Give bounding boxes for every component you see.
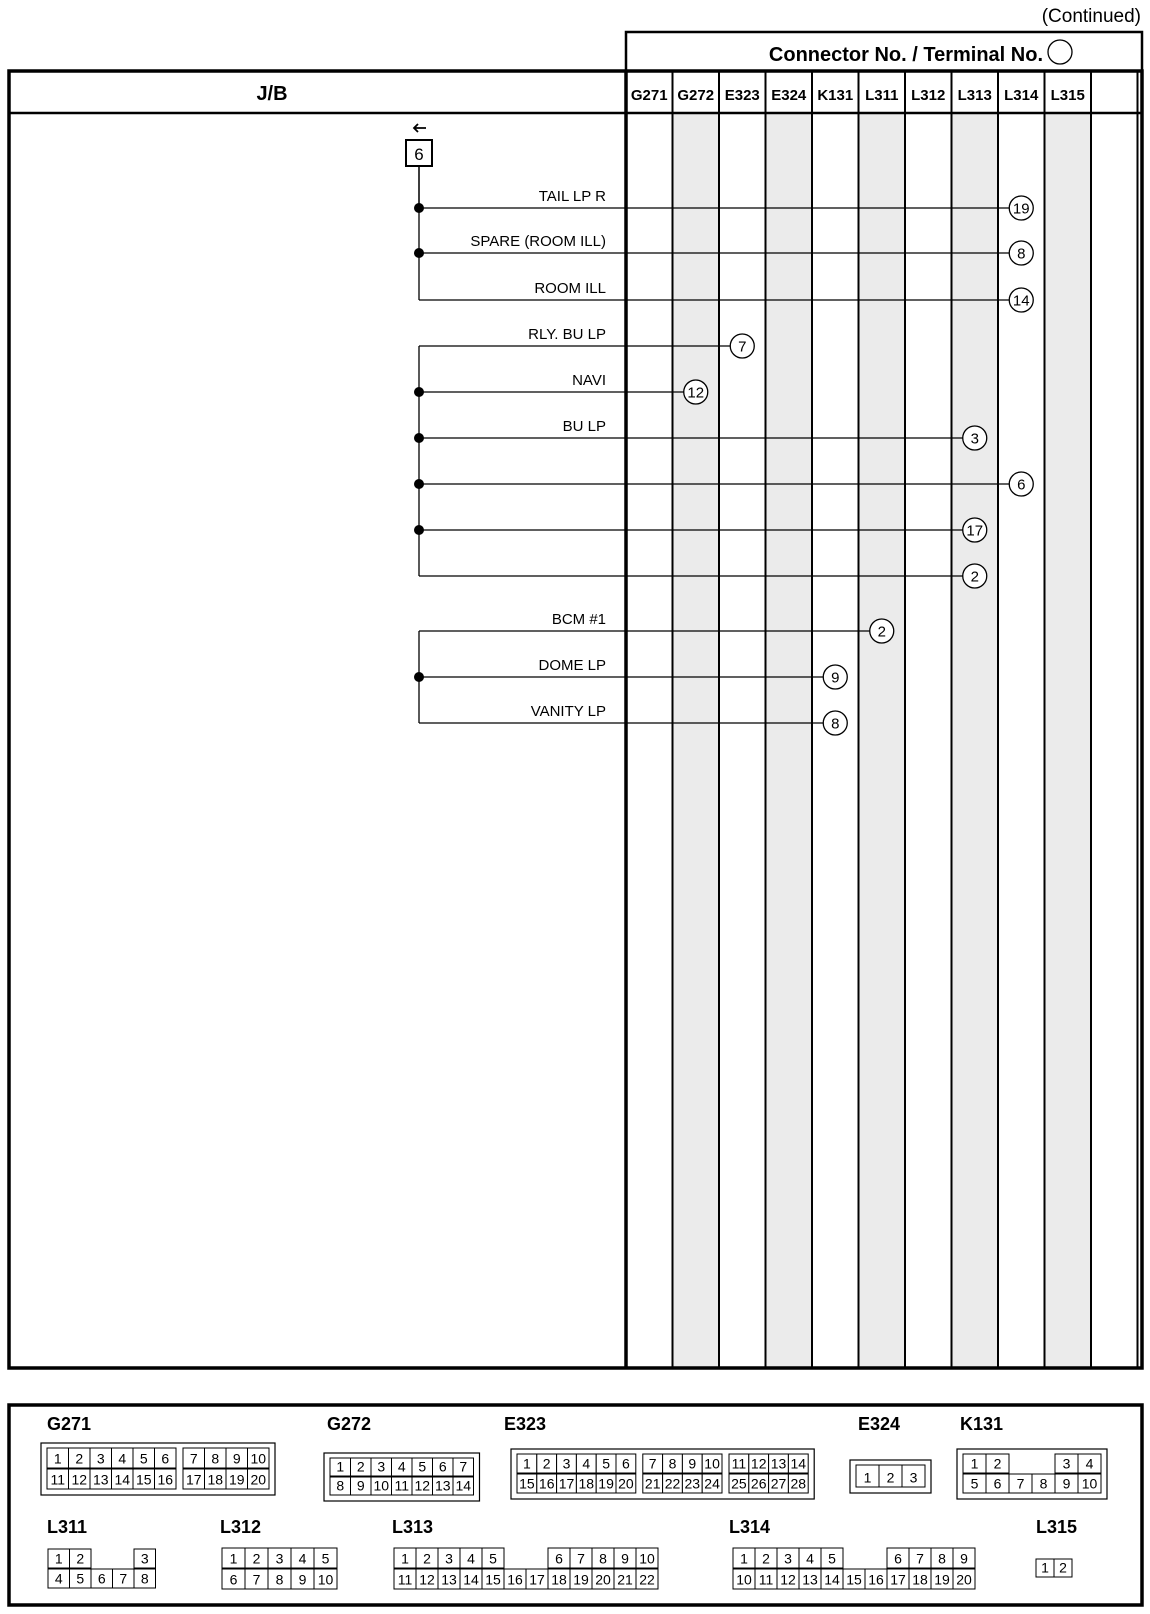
- pin-number: 10: [704, 1455, 720, 1472]
- terminal-number: 8: [831, 715, 840, 733]
- pin-number: 10: [639, 1550, 655, 1567]
- pin-number: 1: [336, 1458, 345, 1475]
- junction-dot: [414, 203, 424, 213]
- connector-e323: [504, 1414, 814, 1499]
- connector-label: L313: [392, 1517, 434, 1537]
- pin-number: 4: [118, 1450, 127, 1467]
- pin-number: 12: [414, 1477, 431, 1494]
- column-shade-l315: [1045, 113, 1092, 1368]
- wire-label: ROOM ILL: [534, 280, 606, 297]
- pin-number: 17: [558, 1475, 575, 1492]
- connector-label: E323: [504, 1414, 547, 1434]
- pin-number: 2: [542, 1455, 551, 1472]
- junction-dot: [414, 433, 424, 443]
- pin-number: 15: [135, 1471, 152, 1488]
- pin-number: 18: [551, 1571, 567, 1588]
- pin-number: 3: [562, 1455, 571, 1472]
- pin-number: 26: [750, 1475, 767, 1492]
- connector-l311: [47, 1517, 156, 1588]
- pin-number: 12: [71, 1471, 88, 1488]
- pin-number: 14: [790, 1455, 807, 1472]
- pin-number: 3: [377, 1458, 386, 1475]
- pin-number: 3: [96, 1450, 105, 1467]
- pin-number: 5: [418, 1458, 427, 1475]
- pin-number: 7: [119, 1570, 128, 1587]
- pin-number: 13: [92, 1471, 109, 1488]
- pin-number: 9: [960, 1550, 968, 1567]
- pin-number: 4: [397, 1458, 406, 1475]
- column-header-l314: L314: [1004, 87, 1039, 104]
- terminal-number: 3: [970, 430, 979, 448]
- pin-number: 10: [736, 1571, 752, 1588]
- pin-number: 4: [467, 1550, 475, 1567]
- terminal-number: 12: [687, 384, 705, 402]
- pin-number: 9: [688, 1455, 697, 1472]
- pin-number: 16: [538, 1475, 555, 1492]
- pin-number: 9: [356, 1477, 365, 1494]
- connector-label: L315: [1036, 1517, 1078, 1537]
- pin-number: 6: [894, 1550, 902, 1567]
- pin-number: 14: [824, 1571, 840, 1588]
- column-header-g271: G271: [630, 87, 668, 104]
- connector-g272: [324, 1414, 480, 1501]
- pin-number: 11: [731, 1455, 747, 1472]
- pin-number: 6: [622, 1455, 630, 1472]
- column-header-l313: L313: [957, 87, 992, 104]
- pin-number: 2: [75, 1450, 84, 1467]
- column-shade-g272: [673, 113, 720, 1368]
- pin-number: 23: [684, 1475, 701, 1492]
- pin-number: 1: [1041, 1559, 1049, 1576]
- connector-label: E324: [858, 1414, 901, 1434]
- pin-number: 11: [394, 1477, 410, 1494]
- pin-number: 10: [250, 1450, 267, 1467]
- jb-label: J/B: [256, 83, 288, 105]
- column-header-e323: E323: [724, 87, 760, 104]
- pin-number: 1: [54, 1550, 63, 1567]
- pin-number: 7: [1016, 1475, 1025, 1492]
- pin-number: 6: [555, 1550, 563, 1567]
- pin-number: 3: [445, 1550, 453, 1567]
- pin-number: 11: [397, 1571, 413, 1588]
- pin-number: 4: [1085, 1455, 1094, 1472]
- pin-number: 13: [770, 1455, 787, 1472]
- pin-number: 5: [321, 1550, 330, 1567]
- continued-label: (Continued): [1041, 6, 1141, 27]
- pin-number: 9: [621, 1550, 629, 1567]
- pin-number: 12: [750, 1455, 767, 1472]
- pin-number: 20: [956, 1571, 972, 1588]
- pin-number: 21: [617, 1571, 633, 1588]
- pin-number: 1: [970, 1455, 979, 1472]
- connector-l314: [729, 1517, 975, 1589]
- pin-number: 18: [912, 1571, 928, 1588]
- pin-number: 8: [938, 1550, 946, 1567]
- pin-number: 4: [54, 1570, 63, 1587]
- pin-number: 15: [846, 1571, 862, 1588]
- pin-number: 16: [157, 1471, 174, 1488]
- pin-number: 19: [573, 1571, 589, 1588]
- connector-k131: [957, 1414, 1107, 1499]
- pin-number: 6: [97, 1570, 106, 1587]
- connector-face-panel: [9, 1405, 1142, 1605]
- connector-l315: [1036, 1517, 1077, 1577]
- pin-number: 27: [770, 1475, 787, 1492]
- pin-number: 17: [529, 1571, 545, 1588]
- column-header-g272: G272: [677, 87, 715, 104]
- pin-number: 4: [806, 1550, 814, 1567]
- terminal-number: 19: [1012, 200, 1030, 218]
- column-header-l312: L312: [911, 87, 946, 104]
- pin-number: 16: [868, 1571, 884, 1588]
- pin-number: 21: [644, 1475, 661, 1492]
- terminal-number: 17: [966, 522, 984, 540]
- terminal-number: 9: [831, 669, 840, 687]
- pin-number: 8: [1039, 1475, 1048, 1492]
- pin-number: 1: [53, 1450, 62, 1467]
- terminal-number: 14: [1012, 292, 1030, 310]
- pin-number: 13: [434, 1477, 451, 1494]
- pin-number: 19: [598, 1475, 614, 1492]
- connector-label: L311: [47, 1517, 88, 1537]
- column-shade-l311: [859, 113, 906, 1368]
- pin-number: 20: [250, 1471, 267, 1488]
- wire-label: VANITY LP: [530, 703, 606, 720]
- pin-number: 5: [139, 1450, 148, 1467]
- connector-label: G272: [327, 1414, 372, 1434]
- pin-number: 18: [578, 1475, 595, 1492]
- junction-dot: [414, 672, 424, 682]
- pin-number: 7: [577, 1550, 585, 1567]
- column-header-k131: K131: [817, 87, 854, 104]
- pin-number: 6: [229, 1571, 238, 1588]
- pin-number: 22: [639, 1571, 655, 1588]
- pin-number: 14: [455, 1477, 472, 1494]
- pin-number: 17: [890, 1571, 906, 1588]
- pin-number: 1: [523, 1455, 531, 1472]
- pin-number: 3: [1062, 1455, 1071, 1472]
- arrow-left-icon: [414, 124, 426, 132]
- pin-number: 19: [934, 1571, 950, 1588]
- pin-number: 2: [762, 1550, 770, 1567]
- pin-number: 13: [441, 1571, 457, 1588]
- pin-number: 2: [423, 1550, 431, 1567]
- pin-number: 4: [582, 1455, 591, 1472]
- pin-number: 4: [298, 1550, 307, 1567]
- connector-label: G271: [47, 1414, 92, 1434]
- pin-number: 8: [668, 1455, 677, 1472]
- pin-number: 18: [207, 1471, 224, 1488]
- pin-number: 7: [459, 1458, 468, 1475]
- column-header-l315: L315: [1050, 87, 1085, 104]
- pin-number: 25: [731, 1475, 747, 1492]
- connector-e324: [850, 1414, 931, 1493]
- column-shade-e324: [766, 113, 813, 1368]
- pin-number: 11: [50, 1471, 66, 1488]
- junction-dot: [414, 479, 424, 489]
- connector-l312: [220, 1517, 337, 1589]
- pin-number: 2: [1059, 1559, 1067, 1576]
- pin-number: 13: [802, 1571, 818, 1588]
- pin-number: 8: [336, 1477, 345, 1494]
- wire-label: BCM #1: [551, 611, 606, 628]
- pin-number: 14: [463, 1571, 479, 1588]
- pin-number: 2: [76, 1550, 85, 1567]
- pin-number: 7: [252, 1571, 261, 1588]
- terminal-number: 2: [970, 568, 979, 586]
- pin-number: 5: [76, 1570, 85, 1587]
- pin-number: 24: [704, 1475, 720, 1492]
- pin-number: 6: [993, 1475, 1002, 1492]
- connector-g271: [41, 1414, 275, 1495]
- pin-number: 2: [886, 1469, 895, 1486]
- pin-number: 8: [140, 1570, 149, 1587]
- pin-number: 1: [863, 1469, 872, 1486]
- terminal-circle-legend-icon: [1048, 40, 1072, 64]
- pin-number: 20: [595, 1571, 611, 1588]
- pin-number: 9: [298, 1571, 307, 1588]
- junction-dot: [414, 387, 424, 397]
- column-header-e324: E324: [771, 87, 807, 104]
- terminal-number: 8: [1017, 245, 1026, 263]
- pin-number: 2: [993, 1455, 1002, 1472]
- pin-number: 28: [790, 1475, 807, 1492]
- pin-number: 2: [356, 1458, 365, 1475]
- pin-number: 5: [828, 1550, 836, 1567]
- pin-number: 7: [189, 1450, 198, 1467]
- pin-number: 8: [275, 1571, 284, 1588]
- pin-number: 10: [317, 1571, 334, 1588]
- terminal-number: 2: [877, 623, 886, 641]
- pin-number: 15: [519, 1475, 535, 1492]
- pin-number: 1: [401, 1550, 409, 1567]
- pin-number: 6: [438, 1458, 447, 1475]
- junction-dot: [414, 248, 424, 258]
- pin-number: 2: [252, 1550, 261, 1567]
- pin-number: 9: [232, 1450, 241, 1467]
- pin-number: 12: [780, 1571, 796, 1588]
- column-header-l311: L311: [865, 87, 899, 104]
- wire-label: NAVI: [572, 372, 606, 389]
- pin-number: 15: [485, 1571, 501, 1588]
- connector-l313: [392, 1517, 658, 1589]
- pin-number: 12: [419, 1571, 435, 1588]
- wire-label: TAIL LP R: [538, 188, 606, 205]
- pin-number: 17: [185, 1471, 202, 1488]
- pin-number: 5: [489, 1550, 497, 1567]
- header-title: Connector No. / Terminal No.: [768, 44, 1043, 66]
- pin-number: 8: [599, 1550, 607, 1567]
- pin-number: 16: [507, 1571, 523, 1588]
- pin-number: 14: [114, 1471, 131, 1488]
- wire-label: SPARE (ROOM ILL): [470, 233, 606, 250]
- pin-number: 7: [916, 1550, 924, 1567]
- terminal-number: 7: [738, 338, 747, 356]
- wire-label: RLY. BU LP: [528, 326, 606, 343]
- pin-number: 20: [618, 1475, 634, 1492]
- junction-dot: [414, 525, 424, 535]
- connector-label: L312: [220, 1517, 262, 1537]
- column-shade-l313: [952, 113, 999, 1368]
- pin-number: 3: [909, 1469, 918, 1486]
- pin-number: 6: [161, 1450, 170, 1467]
- pin-number: 3: [275, 1550, 284, 1567]
- pin-number: 5: [602, 1455, 610, 1472]
- terminal-number: 6: [1017, 476, 1026, 494]
- pin-number: 5: [970, 1475, 979, 1492]
- from-page-number: 6: [414, 145, 424, 164]
- connector-label: K131: [960, 1414, 1004, 1434]
- pin-number: 10: [373, 1477, 390, 1494]
- pin-number: 22: [664, 1475, 681, 1492]
- pin-number: 1: [740, 1550, 748, 1567]
- pin-number: 19: [228, 1471, 245, 1488]
- pin-number: 7: [648, 1455, 657, 1472]
- pin-number: 3: [784, 1550, 792, 1567]
- pin-number: 1: [229, 1550, 238, 1567]
- connector-label: L314: [729, 1517, 771, 1537]
- wire-label: DOME LP: [538, 657, 606, 674]
- pin-number: 8: [211, 1450, 220, 1467]
- pin-number: 10: [1081, 1475, 1098, 1492]
- pin-number: 3: [140, 1550, 149, 1567]
- pin-number: 11: [758, 1571, 774, 1588]
- pin-number: 9: [1062, 1475, 1071, 1492]
- wire-label: BU LP: [562, 418, 606, 435]
